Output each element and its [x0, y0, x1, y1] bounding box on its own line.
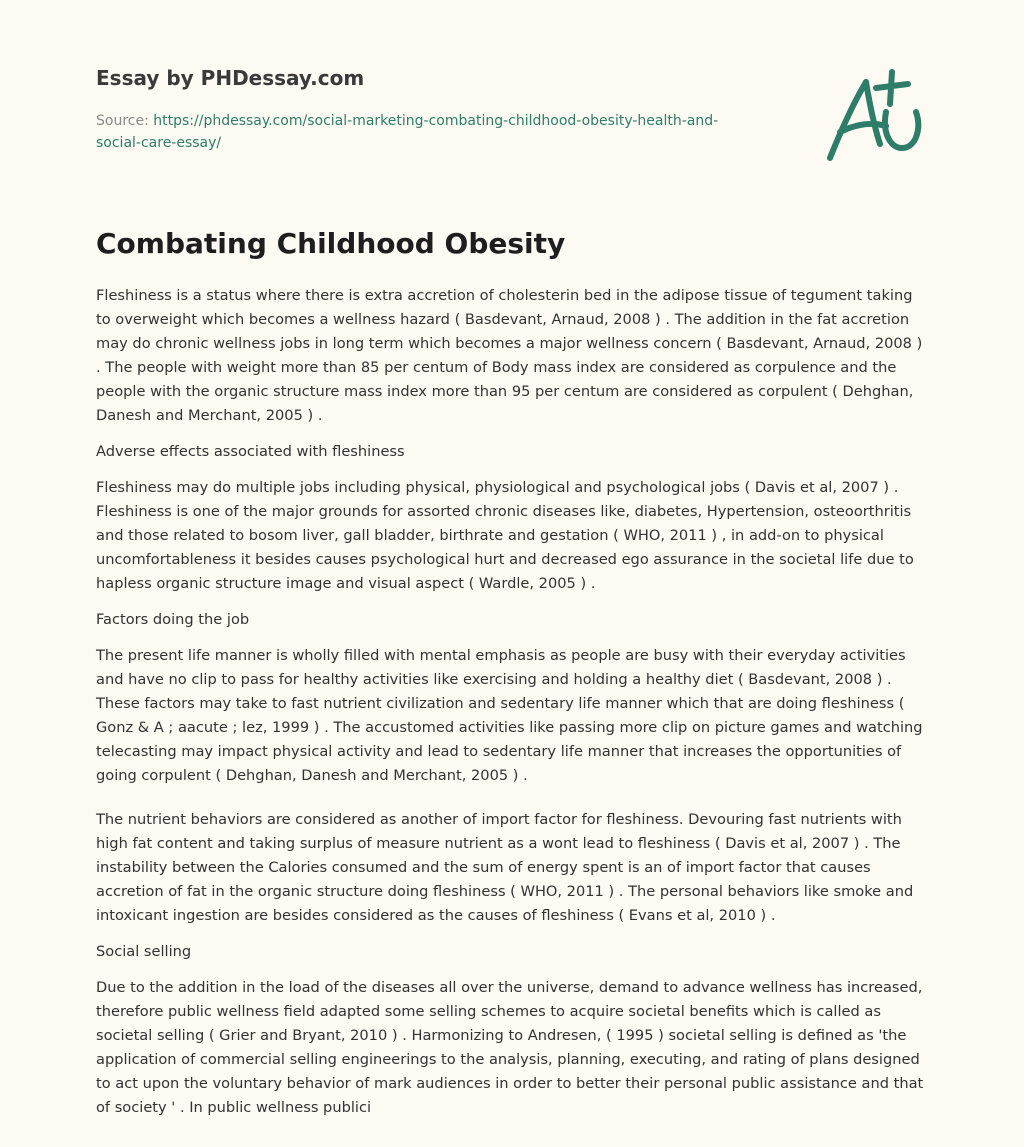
essay-header: [96, 64, 756, 154]
body-paragraph: Due to the addition in the load of the diseases all over the universe, demand to advance wellness has increased, therefore public wellness field adapted some selling schemes to acquire societal benefits which is called as societal selling ( Grier and Bryant, 2010 ) . Harmonizing to Andresen, ( 1995 ) societal selling is defined as 'the application of commercial selling engineerings to the analysis, planning, executing, and rating of plans designed to act upon the voluntary behavior of mark audiences in order to better their personal public assistance and that of society ' . In public wellness publici: [96, 979, 924, 1116]
body-paragraph: Fleshiness may do multiple jobs including physical, physiological and psychological jobs ( Davis et al, 2007 ) . Fleshiness is one of the major grounds for assorted chronic diseases like, diabetes, Hypertension, osteoorthritis and those related to bosom liver, gall bladder, birthrate and gestation ( WHO, 2011 ) , in add-on to physical uncomfortableness it besides causes psychological hurt and decreased ego assurance in the societal life due to hapless organic structure image and visual aspect ( Wardle, 2005 ) .: [96, 479, 914, 592]
source-link[interactable]: https://phdessay.com/social-marketing-combating-childhood-obesity-health-and-social-care-essay/: [96, 113, 719, 151]
source-line: [96, 110, 756, 154]
body-paragraph: The present life manner is wholly filled with mental emphasis as people are busy with their everyday activities and have no clip to pass for healthy activities like exercising and holding a healthy diet ( Basdevant, 2008 ) . These factors may take to fast nutrient civilization and sedentary life manner which that are doing fleshiness ( Gonz & A ; aacute ; lez, 1999 ) . The accustomed activities like passing more clip on picture games and watching telecasting may impact physical activity and lead to sedentary life manner that increases the opportunities of going corpulent ( Dehghan, Danesh and Merchant, 2005 ) .: [96, 647, 923, 784]
body-paragraph: The nutrient behaviors are considered as another of import factor for fleshiness. Devouring fast nutrients with high fat content and taking surplus of measure nutrient as a wont lead to fleshiness ( Davis et al, 2007 ) . The instability between the Calories consumed and the sum of energy spent is an of import factor that causes accretion of fat in the organic structure doing fleshiness ( WHO, 2011 ) . The personal behaviors like smoke and intoxicant ingestion are besides considered as the causes of fleshiness ( Evans et al, 2010 ) .: [96, 811, 914, 924]
section-heading: Social selling: [96, 943, 192, 960]
source-label: Source:: [96, 113, 149, 129]
body-paragraph: Fleshiness is a status where there is extra accretion of cholesterin bed in the adipose tissue of tegument taking to overweight which becomes a wellness hazard ( Basdevant, Arnaud, 2008 ) . The addition in the fat accretion may do chronic wellness jobs in long term which becomes a major wellness concern ( Basdevant, Arnaud, 2008 ) . The people with weight more than 85 per centum of Body mass index are considered as corpulence and the people with the organic structure mass index more than 95 per centum are considered as corpulent ( Dehghan, Danesh and Merchant, 2005 ) .: [96, 287, 923, 424]
section-heading: Factors doing the job: [96, 611, 250, 628]
site-brand: Essay by PHDessay.com: [96, 66, 365, 90]
essay-title: Combating Childhood Obesity: [96, 227, 566, 260]
a-plus-logo-icon: [820, 66, 930, 166]
essay-body: [96, 284, 926, 1132]
section-heading: Adverse effects associated with fleshiness: [96, 443, 405, 460]
